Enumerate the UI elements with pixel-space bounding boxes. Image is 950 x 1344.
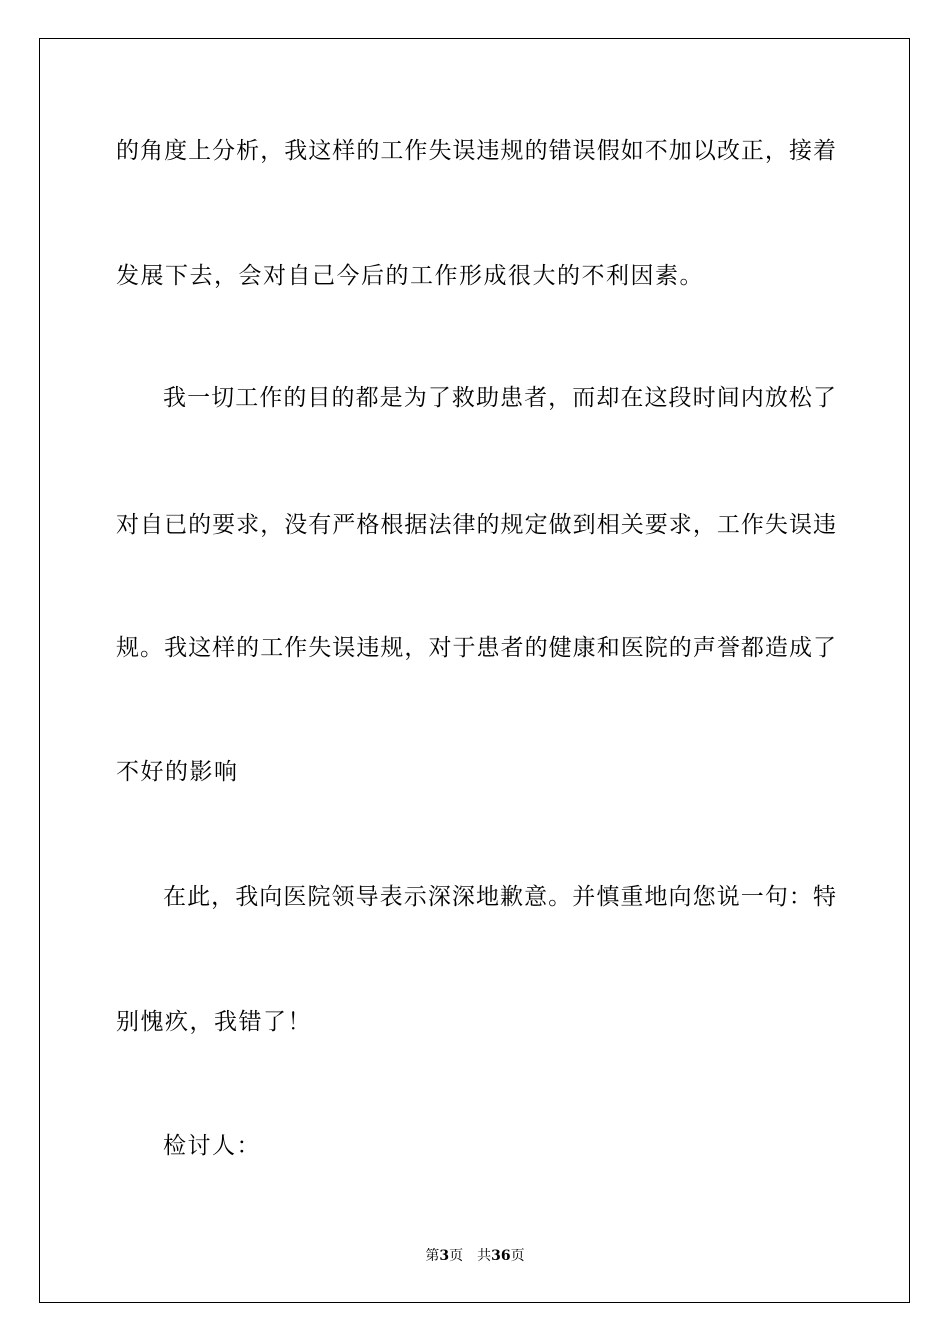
page-suffix: 页 <box>449 1248 464 1264</box>
page-number: 3 <box>439 1248 450 1264</box>
paragraph-1-line-2: 发展下去，会对自己今后的工作形成很大的不利因素。 <box>116 263 704 289</box>
paragraph-2-line-1: 我一切工作的目的都是为了救助患者，而却在这段时间内放松了 <box>163 385 836 411</box>
signature-label: 检讨人： <box>163 1133 261 1159</box>
page-border <box>39 38 910 1303</box>
paragraph-2-line-2: 对自已的要求，没有严格根据法律的规定做到相关要求，工作失误违 <box>116 512 836 538</box>
total-pages: 36 <box>491 1248 511 1264</box>
paragraph-3-line-1: 在此，我向医院领导表示深深地歉意。并慎重地向您说一句：特 <box>163 884 836 910</box>
total-prefix: 共 <box>477 1248 492 1264</box>
paragraph-2-line-4: 不好的影响 <box>116 759 239 785</box>
page-footer <box>0 1247 950 1265</box>
total-suffix: 页 <box>510 1248 525 1264</box>
paragraph-2-line-3: 规。我这样的工作失误违规，对于患者的健康和医院的声誉都造成了 <box>116 635 836 661</box>
paragraph-1-line-1: 的角度上分析，我这样的工作失误违规的错误假如不加以改正，接着 <box>116 138 836 164</box>
paragraph-3-line-2: 别愧疚，我错了！ <box>116 1009 312 1035</box>
page-prefix: 第 <box>425 1248 440 1264</box>
